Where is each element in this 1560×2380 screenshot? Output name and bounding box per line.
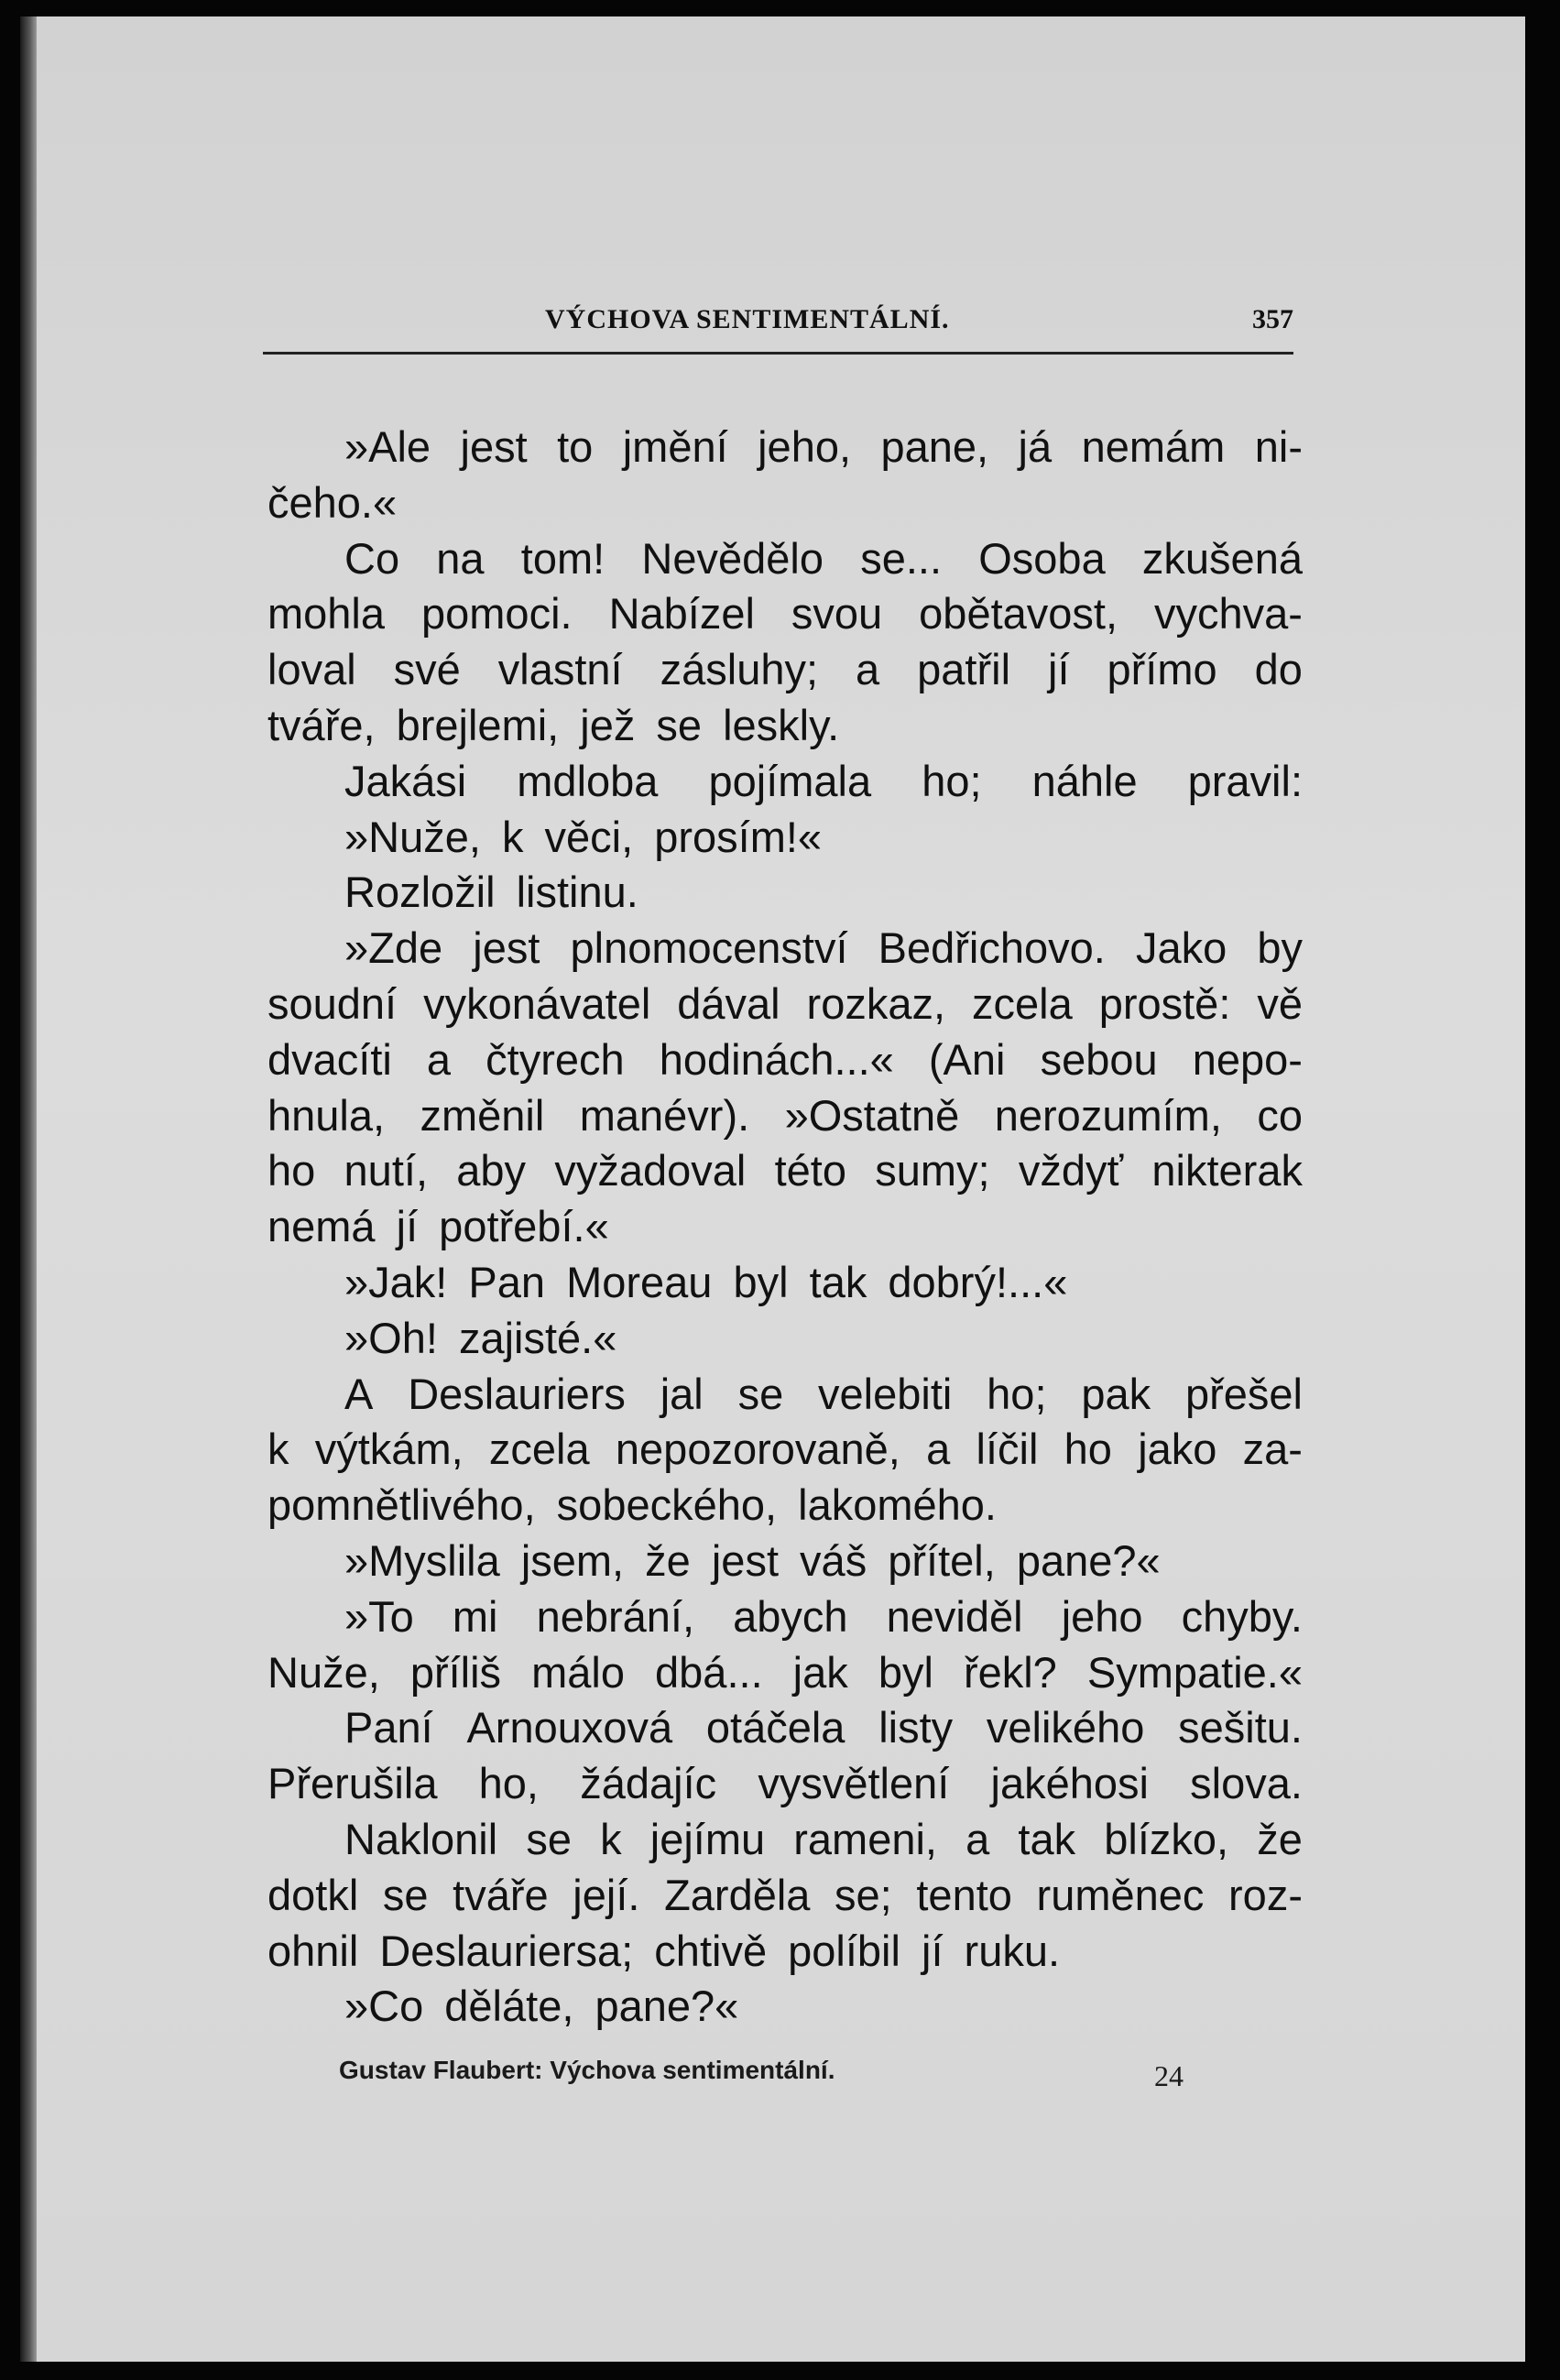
text-word: do [1254, 645, 1303, 694]
text-word: pane, [880, 422, 989, 471]
text-word: pravil: [1187, 756, 1303, 805]
text-word: ho [267, 1146, 316, 1195]
text-line [267, 642, 1303, 698]
text-word: se [737, 1369, 784, 1418]
text-word: Jakási [344, 756, 467, 805]
text-word: to [557, 422, 594, 471]
text-word: na [436, 533, 485, 583]
text-word: jejímu [649, 1814, 766, 1863]
text-word: »To [344, 1591, 414, 1641]
text-line [267, 1478, 1303, 1534]
text-word: Sympatie.« [1086, 1647, 1303, 1697]
text-word: jakéhosi [990, 1759, 1149, 1808]
text-line-content: »Co děláte, pane?« [344, 1982, 739, 2031]
text-line [267, 1589, 1303, 1645]
text-word: a [856, 645, 880, 694]
text-word: nerozumím, [994, 1090, 1222, 1140]
text-line [267, 1143, 1303, 1199]
text-line [267, 586, 1303, 642]
text-word: ni- [1254, 422, 1303, 471]
text-line [267, 1199, 1303, 1255]
text-word: hodinách...« [659, 1034, 894, 1084]
text-word: »Zde [344, 923, 443, 973]
text-word: »Ostatně [784, 1090, 960, 1140]
text-word: blízko, [1104, 1814, 1229, 1863]
text-word: velebiti [818, 1369, 953, 1418]
text-word: k [267, 1425, 289, 1474]
text-word: Osoba [978, 533, 1106, 583]
text-line [267, 977, 1303, 1032]
text-word: se [382, 1870, 429, 1919]
text-line [267, 1311, 1303, 1367]
text-line [267, 1367, 1303, 1423]
text-word: aby [456, 1146, 527, 1195]
text-word: se... [860, 533, 943, 583]
text-word: dbá... [655, 1647, 763, 1697]
text-line [267, 420, 1303, 475]
text-word: Přerušila [267, 1759, 438, 1808]
running-title: VÝCHOVA SENTIMENTÁLNÍ. [545, 304, 950, 334]
text-line-content: čeho.« [267, 477, 398, 527]
text-word: vě [1257, 978, 1303, 1028]
text-line-content: »Nuže, k věci, prosím!« [344, 812, 823, 861]
text-word: »Ale [344, 422, 431, 471]
text-word: a [426, 1034, 452, 1084]
text-word: k [600, 1814, 622, 1863]
text-word: Nabízel [608, 589, 755, 639]
text-line [267, 754, 1303, 810]
text-word: zkušená [1141, 533, 1303, 583]
text-word: Deslauriers [408, 1369, 626, 1418]
text-word: ho; [987, 1369, 1047, 1418]
text-word: nemám [1081, 422, 1226, 471]
text-word: soudní [267, 978, 398, 1028]
text-word: dotkl [267, 1870, 359, 1919]
text-word: vždyť [1018, 1146, 1124, 1195]
text-word: pojímala [708, 756, 872, 805]
text-line-content: pomnětlivého, sobeckého, lakomého. [267, 1480, 997, 1530]
text-word: já [1018, 422, 1053, 471]
text-word: přímo [1107, 645, 1217, 694]
text-word: dvacíti [267, 1034, 392, 1084]
body-text [267, 420, 1303, 2035]
text-word: Jako [1135, 923, 1227, 973]
text-word: své [393, 645, 461, 694]
text-word: jak [792, 1647, 848, 1697]
text-word: ruměnec [1036, 1870, 1205, 1919]
signature-mark: 24 [1154, 2059, 1184, 2092]
text-line [267, 921, 1303, 977]
text-word: neviděl [886, 1591, 1023, 1641]
text-word: Arnouxová [466, 1703, 673, 1752]
text-word: náhle [1031, 756, 1138, 805]
text-word: nepo- [1192, 1034, 1303, 1084]
text-line [267, 1924, 1303, 1980]
text-word: a [965, 1814, 990, 1863]
text-word: čtyrech [485, 1034, 625, 1084]
text-word: této [774, 1146, 846, 1195]
page-number: 357 [1252, 304, 1293, 334]
text-word: mohla [267, 589, 386, 639]
page-footer [339, 2056, 1209, 2092]
text-word: vykonávatel [423, 978, 651, 1028]
text-word: změnil [420, 1090, 545, 1140]
text-word: manévr). [579, 1090, 750, 1140]
text-word: výtkám, [314, 1425, 464, 1474]
text-line-content: nemá jí potřebí.« [267, 1202, 609, 1251]
text-word: že [1257, 1814, 1303, 1863]
text-word: sumy; [875, 1146, 990, 1195]
text-word: jest [473, 923, 540, 973]
text-word: ho [1064, 1425, 1112, 1474]
text-word: tak [1018, 1814, 1076, 1863]
text-word: mdloba [517, 756, 659, 805]
text-word: pak [1081, 1369, 1151, 1418]
text-word: tváře [453, 1870, 549, 1919]
text-word: Paní [344, 1703, 433, 1752]
page-header [263, 297, 1293, 355]
text-line [267, 865, 1303, 921]
text-word: Co [344, 533, 400, 583]
book-page [20, 16, 1525, 2362]
text-word: jest [460, 422, 528, 471]
text-word: zcela [972, 978, 1073, 1028]
text-word: roz- [1228, 1870, 1303, 1919]
binding-edge [20, 16, 37, 2362]
text-word: Zarděla [664, 1870, 811, 1919]
text-line [267, 1756, 1303, 1812]
text-word: sešitu. [1178, 1703, 1303, 1752]
text-line-content: tváře, brejlemi, jež se leskly. [267, 700, 840, 749]
text-word: jmění [622, 422, 728, 471]
text-word: pomoci. [421, 589, 573, 639]
text-line [267, 1645, 1303, 1701]
text-word: by [1257, 923, 1303, 973]
text-word: A [344, 1369, 374, 1418]
text-word: vlastní [497, 645, 623, 694]
text-word: byl [878, 1647, 933, 1697]
text-line [267, 531, 1303, 587]
text-line-content: »Myslila jsem, že jest váš přítel, pane?« [344, 1535, 1161, 1585]
text-word: vysvětlení [758, 1759, 950, 1808]
text-word: se; [835, 1870, 892, 1919]
text-word: chyby. [1181, 1591, 1303, 1641]
text-line [267, 1032, 1303, 1088]
text-word: příliš [409, 1647, 502, 1697]
text-word: dával [677, 978, 780, 1028]
text-line [267, 810, 1303, 866]
text-word: přešel [1184, 1369, 1303, 1418]
text-word: svou [791, 589, 883, 639]
text-word: její. [573, 1870, 640, 1919]
text-word: nikterak [1151, 1146, 1303, 1195]
text-line [267, 1979, 1303, 2035]
text-line-content: »Oh! zajisté.« [344, 1313, 617, 1362]
text-word: mi [452, 1591, 498, 1641]
text-word: ho; [922, 756, 982, 805]
text-line [267, 1422, 1303, 1478]
text-word: ho, [478, 1759, 539, 1808]
text-word: obětavost, [919, 589, 1118, 639]
text-word: a [926, 1425, 951, 1474]
text-word: nepozorovaně, [615, 1425, 900, 1474]
text-word: otáčela [705, 1703, 845, 1752]
text-word: jí [1048, 645, 1070, 694]
text-word: jeho [1061, 1591, 1143, 1641]
text-word: velikého [986, 1703, 1145, 1752]
text-word: vychva- [1154, 589, 1303, 639]
text-word: loval [267, 645, 356, 694]
text-word: nebrání, [536, 1591, 695, 1641]
text-line [267, 1812, 1303, 1868]
text-word: tento [916, 1870, 1012, 1919]
text-word: patřil [917, 645, 1011, 694]
text-line [267, 1868, 1303, 1924]
text-word: abych [733, 1591, 848, 1641]
text-word: hnula, [267, 1090, 386, 1140]
text-word: Bedřichovo. [878, 923, 1106, 973]
text-word: žádajíc [580, 1759, 717, 1808]
text-word: jal [660, 1369, 704, 1418]
text-word: zásluhy; [660, 645, 819, 694]
text-word: rozkaz, [806, 978, 946, 1028]
text-word: sebou [1040, 1034, 1158, 1084]
text-word: plnomocenství [570, 923, 848, 973]
footer-title: Gustav Flaubert: Výchova sentimentální. [339, 2056, 835, 2084]
text-line [267, 1700, 1303, 1756]
text-word: tom! [520, 533, 605, 583]
text-word: jeho, [758, 422, 852, 471]
text-line-content: Rozložil listinu. [344, 868, 638, 917]
text-word: co [1257, 1090, 1303, 1140]
text-word: prostě: [1098, 978, 1231, 1028]
text-word: jako [1138, 1425, 1217, 1474]
text-word: vyžadoval [554, 1146, 747, 1195]
text-word: se [526, 1814, 572, 1863]
text-line [267, 1534, 1303, 1589]
text-word: zcela [488, 1425, 590, 1474]
text-word: za- [1242, 1425, 1303, 1474]
text-word: nutí, [344, 1146, 428, 1195]
text-word: listy [878, 1703, 954, 1752]
text-word: Naklonil [344, 1814, 498, 1863]
text-line-content: ohnil Deslauriersa; chtivě políbil jí ruku. [267, 1926, 1061, 1975]
text-word: rameni, [793, 1814, 937, 1863]
text-line [267, 698, 1303, 754]
text-word: Nuže, [267, 1647, 380, 1697]
text-word: málo [531, 1647, 625, 1697]
text-word: Nevědělo [641, 533, 824, 583]
text-word: líčil [976, 1425, 1039, 1474]
text-word: řekl? [963, 1647, 1057, 1697]
text-line-content: »Jak! Pan Moreau byl tak dobrý!...« [344, 1257, 1068, 1306]
text-line [267, 475, 1303, 531]
text-line [267, 1088, 1303, 1144]
text-word: (Ani [928, 1034, 1006, 1084]
text-line [267, 1255, 1303, 1311]
text-word: slova. [1190, 1759, 1303, 1808]
